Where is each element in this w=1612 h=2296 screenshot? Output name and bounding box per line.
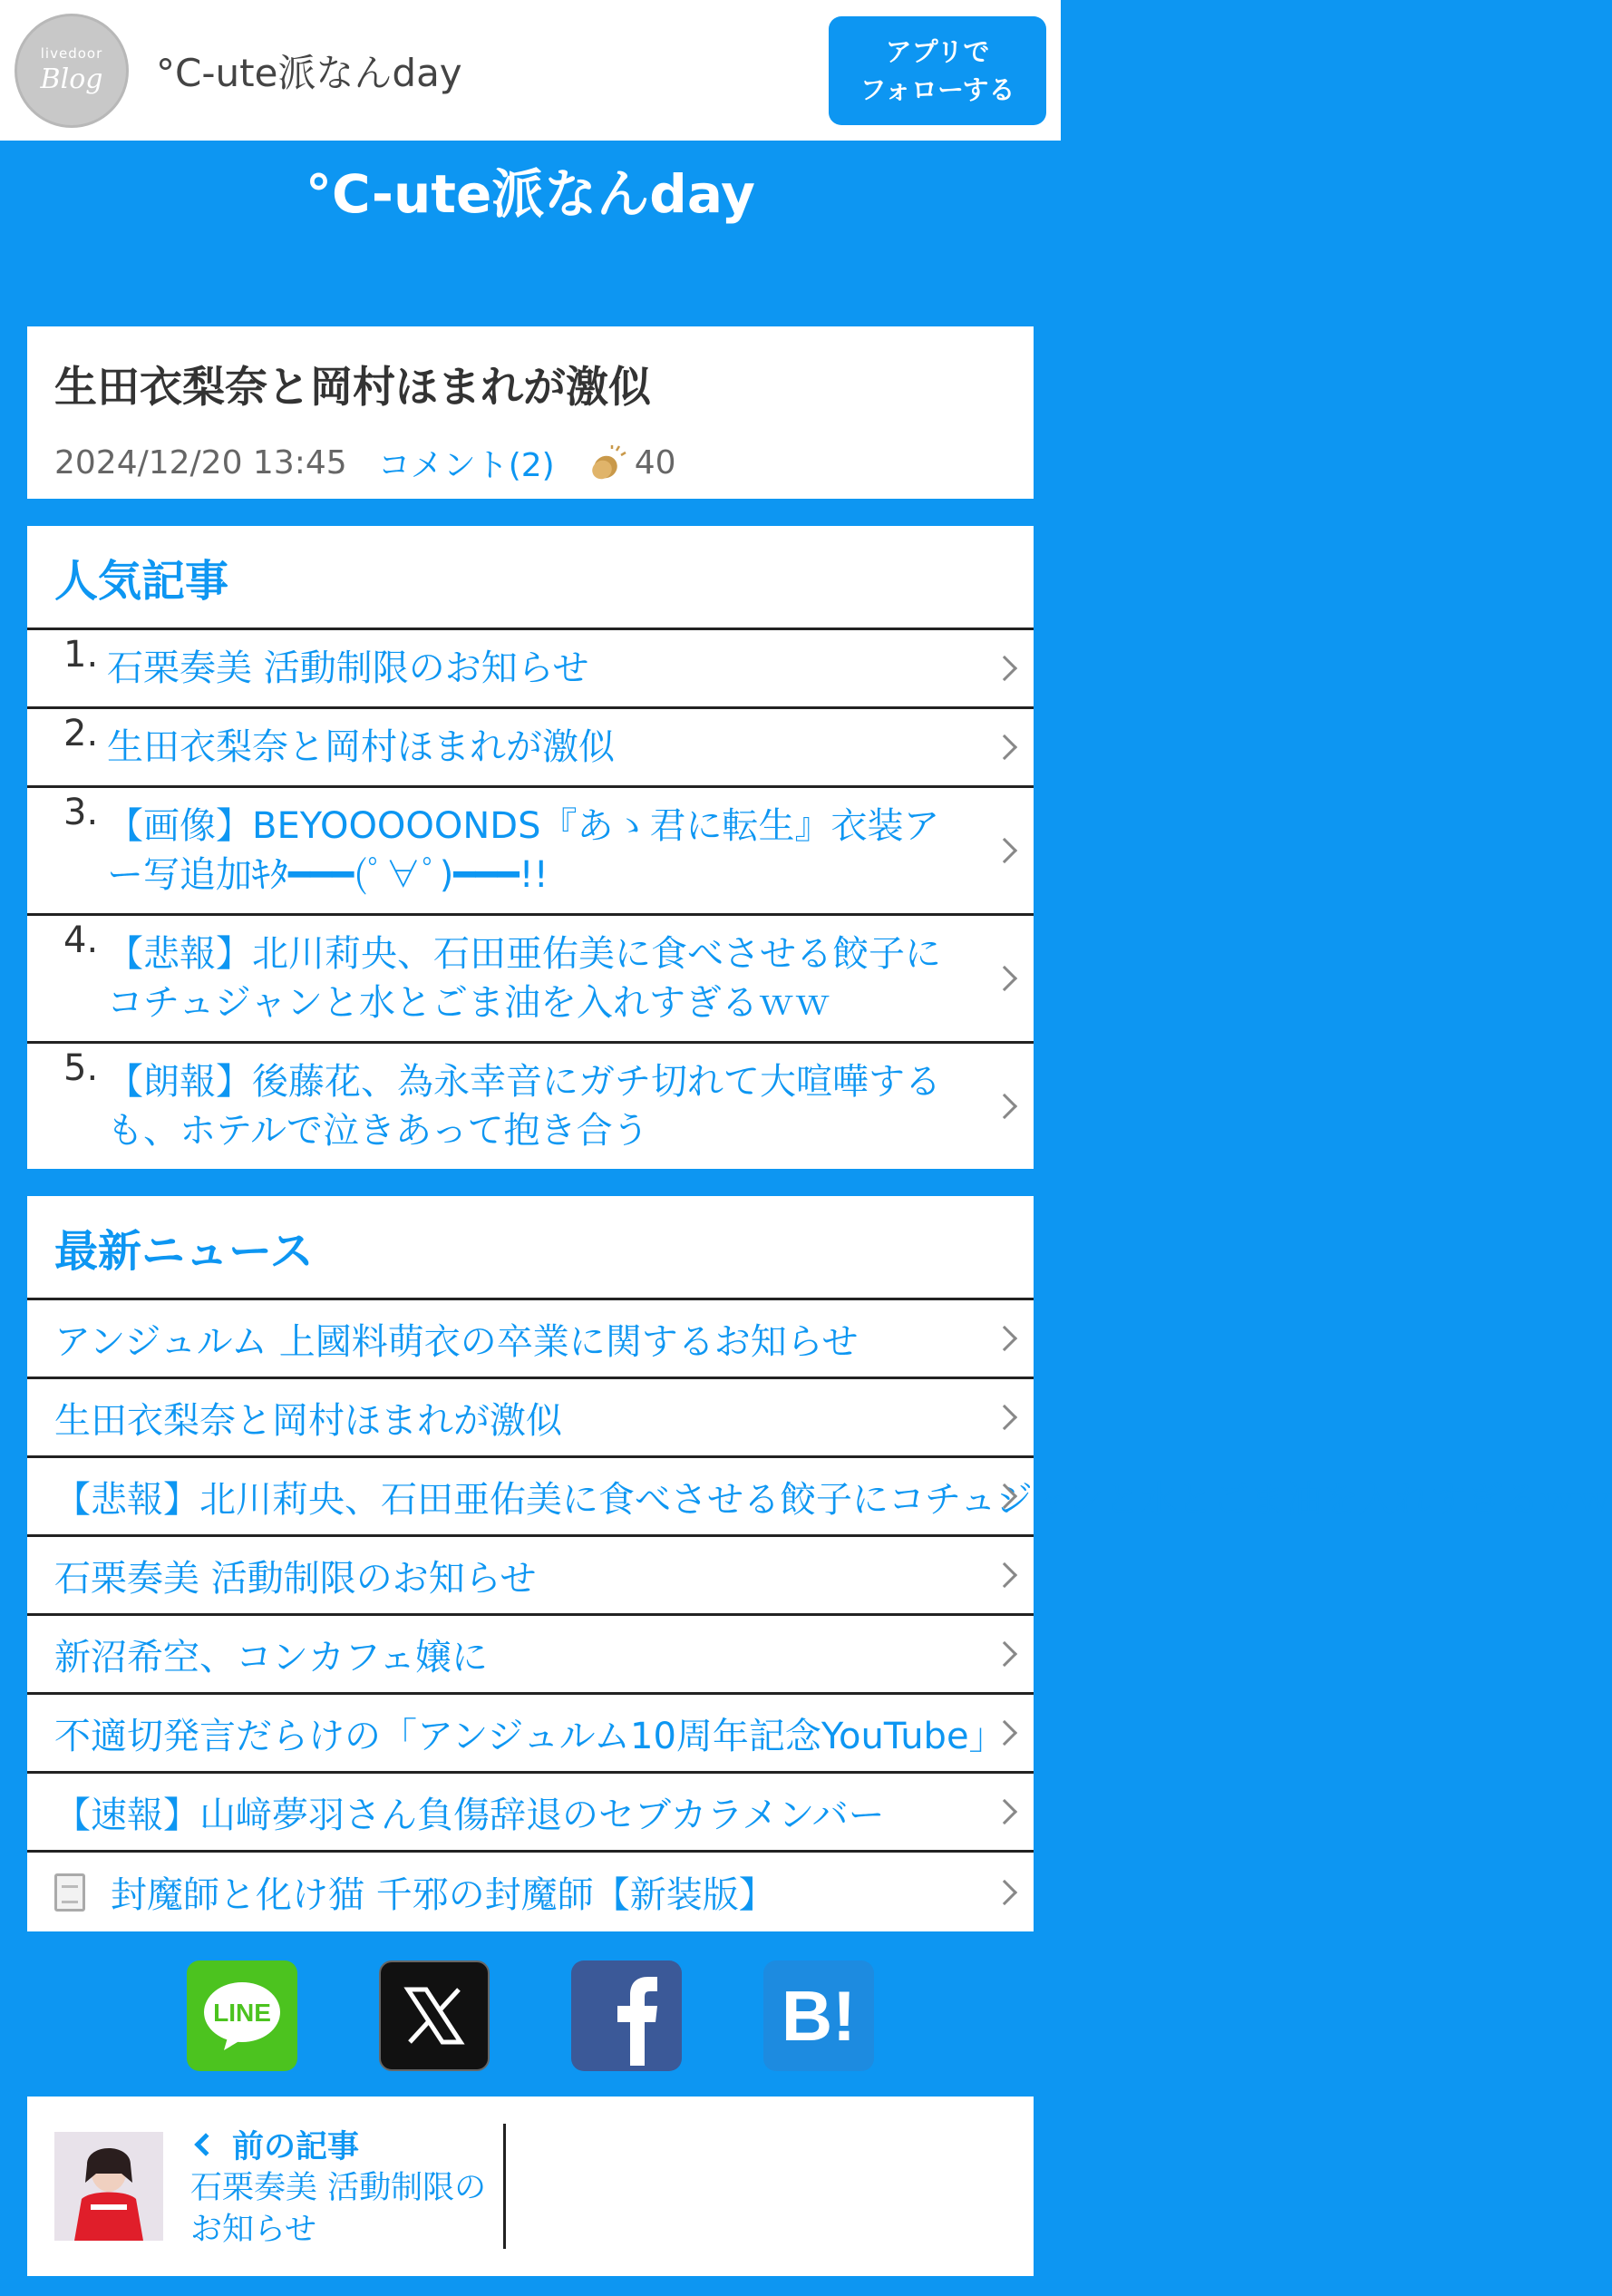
follow-button-line1: アプリで <box>885 35 990 67</box>
rank-title: 【朗報】後藤花、為永幸音にガチ切れて大喧嘩するも、ホテルで泣きあって抱き合う <box>107 1061 941 1152</box>
news-title: 不適切発言だらけの「アンジュルム10周年記念YouTube」 <box>54 1715 1005 1757</box>
news-item[interactable] <box>27 1458 1612 1537</box>
popular-articles-section <box>27 526 1034 1169</box>
livedoor-blog-logo[interactable] <box>15 14 129 128</box>
chevron-right-icon <box>992 656 1017 681</box>
clap-icon[interactable] <box>588 445 627 482</box>
chevron-right-icon <box>992 1562 1017 1588</box>
share-buttons <box>0 1931 1061 2097</box>
logo-big-text: Blog <box>40 63 103 95</box>
rank-number: 2. <box>63 713 99 754</box>
news-title: 【悲報】北川莉央、石田亜佑美に食べさせる餃子にコチュジャンと水とごま油を入れすぎるｗｗ <box>54 1478 1612 1521</box>
site-title[interactable]: °C-ute派なんday <box>305 163 755 225</box>
previous-article-label[interactable] <box>190 2122 494 2167</box>
document-icon <box>54 1873 85 1912</box>
latest-news-section <box>27 1196 1612 1931</box>
rank-number: 1. <box>63 634 99 676</box>
follow-button-line2: フォローする <box>859 73 1015 105</box>
chevron-right-icon <box>992 735 1017 760</box>
news-item[interactable] <box>27 1537 1034 1616</box>
header-site-name[interactable]: °C-ute派なんday <box>156 50 462 95</box>
news-item[interactable] <box>27 1774 1034 1853</box>
follow-in-app-button[interactable] <box>829 16 1046 125</box>
x-share-button[interactable] <box>379 1960 490 2071</box>
news-item-ad[interactable] <box>27 1853 1034 1931</box>
news-title: 【速報】山﨑夢羽さん負傷辞退のセブカラメンバー <box>54 1794 885 1836</box>
line-share-button[interactable] <box>187 1960 297 2071</box>
previous-article-title[interactable]: 石栗奏美 活動制限のお知らせ <box>190 2170 487 2248</box>
article-header-card <box>27 326 1034 499</box>
news-title: アンジュルム 上國料萌衣の卒業に関するお知らせ <box>54 1320 859 1363</box>
previous-article-thumbnail[interactable] <box>54 2132 163 2241</box>
popular-item[interactable] <box>27 1044 1034 1169</box>
chevron-right-icon <box>992 1641 1017 1667</box>
line-icon <box>200 1980 284 2052</box>
rank-title: 石栗奏美 活動制限のお知らせ <box>107 647 589 689</box>
rank-number: 4. <box>63 919 99 961</box>
comment-link[interactable]: コメント(2) <box>377 447 555 484</box>
popular-heading: 人気記事 <box>27 526 1034 630</box>
news-heading: 最新ニュース <box>27 1196 1034 1300</box>
rank-number: 5. <box>63 1047 99 1089</box>
popular-item[interactable] <box>27 630 1034 709</box>
clap-count: 40 <box>634 444 676 482</box>
news-item[interactable] <box>27 1379 1034 1458</box>
logo-small-text: livedoor <box>40 45 103 62</box>
facebook-icon <box>590 1966 663 2066</box>
news-title: 新沼希空、コンカフェ嬢に <box>54 1636 488 1678</box>
rank-title: 【悲報】北川莉央、石田亜佑美に食べさせる餃子にコチュジャンと水とごま油を入れすぎるｗｗ <box>107 933 941 1024</box>
hatena-bookmark-button[interactable] <box>763 1960 874 2071</box>
article-meta <box>54 440 1006 486</box>
rank-title: 生田衣梨奈と岡村ほまれが激似 <box>107 726 615 768</box>
news-item[interactable] <box>27 1616 1034 1695</box>
previous-article-card[interactable] <box>27 2097 1034 2276</box>
chevron-right-icon <box>992 1405 1017 1430</box>
previous-article-info <box>190 2122 494 2251</box>
top-header <box>0 0 1061 141</box>
news-title: 石栗奏美 活動制限のお知らせ <box>54 1557 537 1600</box>
popular-item[interactable] <box>27 788 1034 916</box>
news-item[interactable] <box>27 1695 1034 1774</box>
article-date: 2024/12/20 13:45 <box>54 444 347 482</box>
line-icon-text: LINE <box>213 1999 271 2027</box>
previous-article-label-text: 前の記事 <box>232 2129 360 2165</box>
news-item[interactable] <box>27 1300 1034 1379</box>
chevron-right-icon <box>992 1094 1017 1119</box>
chevron-right-icon <box>992 1799 1017 1824</box>
rank-number: 3. <box>63 792 99 833</box>
chevron-right-icon <box>992 838 1017 863</box>
chevron-left-icon <box>194 2133 217 2155</box>
chevron-right-icon <box>992 966 1017 991</box>
x-icon <box>403 1984 466 2048</box>
rank-title: 【画像】BEYOOOOONDS『あゝ君に転生』衣装アー写追加ｷﾀ━━━(ﾟ∀ﾟ)━━━!! <box>107 805 940 896</box>
hatena-bookmark-icon: B! <box>781 1975 857 2056</box>
facebook-share-button[interactable] <box>571 1960 682 2071</box>
popular-item[interactable] <box>27 916 1034 1044</box>
chevron-right-icon <box>992 1879 1017 1904</box>
popular-item[interactable] <box>27 709 1034 788</box>
divider <box>503 2124 506 2249</box>
news-title: 封魔師と化け猫 千邪の封魔師【新装版】 <box>111 1874 775 1916</box>
article-title: 生田衣梨奈と岡村ほまれが激似 <box>54 363 651 413</box>
chevron-right-icon <box>992 1326 1017 1351</box>
news-title: 生田衣梨奈と岡村ほまれが激似 <box>54 1399 562 1442</box>
